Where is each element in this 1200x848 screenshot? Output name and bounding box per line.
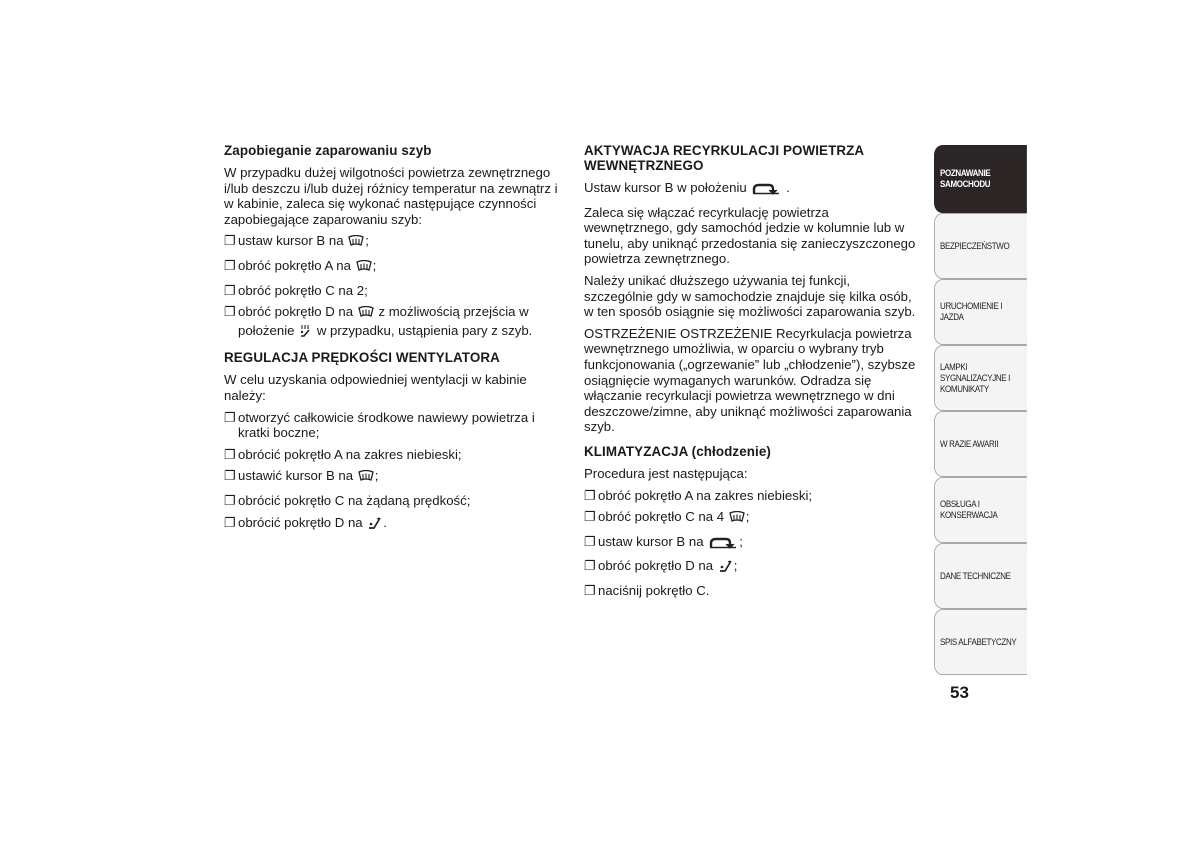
windshield-defrost-icon <box>356 260 372 277</box>
paragraph-defog-intro: W przypadku dużej wilgotności powietrza zewnętrznego i/lub deszczu i/lub dużej różnicy temperatur na zewnątrz i w kabinie, zaleca się wykonać następujące czynności zapobiegające zaparowaniu szyb: <box>224 165 558 227</box>
checkbox-bullet-icon: ❐ <box>224 257 236 273</box>
tab-uruchomienie-i-jazda[interactable]: URUCHOMIENIE I JAZDA <box>934 279 1027 345</box>
checkbox-bullet-icon: ❐ <box>224 233 236 249</box>
chapter-tabs <box>934 145 1027 675</box>
list-item: ❐ ustawić kursor B na ; <box>224 468 564 487</box>
list-item: ❐ obróć pokrętło A na zakres niebieski; <box>584 487 813 503</box>
heading-recirculation: AKTYWACJA RECYRKULACJI POWIETRZA WEWNĘTRZNEGO <box>584 143 864 173</box>
checkbox-bullet-icon: ❐ <box>224 282 236 298</box>
paragraph-recirculation-avoid: Należy unikać dłuższego używania tej funkcji, szczególnie gdy w samochodzie znajduje się kilka osób, w ten sposób osiągnie się możliwości zaparowania szyb. <box>584 272 916 320</box>
list-item: ❐ naciśnij pokrętło C. <box>584 582 710 598</box>
ac-steps-list <box>584 488 920 599</box>
checkbox-bullet-icon: ❐ <box>224 514 236 530</box>
list-item: ❐ ustaw kursor B na ; <box>224 233 564 252</box>
paragraph-procedure: Procedura jest następująca: <box>584 465 748 481</box>
tab-dane-techniczne[interactable]: DANE TECHNICZNE <box>934 543 1027 609</box>
checkbox-bullet-icon: ❐ <box>584 533 596 549</box>
tab-w-razie-awarii[interactable]: W RAZIE AWARII <box>934 411 1027 477</box>
tab-lampki-sygnalizacyjne[interactable]: LAMPKI SYGNALIZACYJNE I KOMUNIKATY <box>934 345 1027 411</box>
fan-steps-list <box>224 410 564 534</box>
air-to-face-icon <box>367 517 382 534</box>
windshield-defrost-icon <box>358 306 374 323</box>
page-number: 53 <box>950 683 969 702</box>
list-item: ❐ obróć pokrętło D na ; <box>584 558 920 577</box>
list-item: ❐ obrócić pokrętło C na żądaną prędkość; <box>224 492 471 508</box>
tab-poznawanie-samochodu[interactable]: POZNAWANIE SAMOCHODU <box>934 145 1027 213</box>
paragraph-warning: OSTRZEŻENIE OSTRZEŻENIE Recyrkulacja powietrza wewnętrznego umożliwia, w oparciu o wybrany tryb funkcjonowania („ogrzewanie” lub „chłodzenie”), szybsze osiągnięcie wymaganych warunków. Odradza się włączanie recyrkulacji powietrza wewnętrznego w dni deszczowe/zimne, aby uniknąć możliwości zaparowania szyb. <box>584 325 916 435</box>
checkbox-bullet-icon: ❐ <box>224 409 236 425</box>
heading-defog: Zapobieganie zaparowaniu szyb <box>224 143 432 158</box>
tab-bezpieczenstwo[interactable]: BEZPIECZEŃSTWO <box>934 213 1027 279</box>
recirculation-icon <box>708 537 738 553</box>
heading-fan-speed: REGULACJA PRĘDKOŚCI WENTYLATORA <box>224 350 500 366</box>
air-to-face-icon <box>718 560 733 577</box>
tab-obsluga-i-konserwacja[interactable]: OBSŁUGA I KONSERWACJA <box>934 477 1027 543</box>
checkbox-bullet-icon: ❐ <box>584 487 596 503</box>
list-item: ❐ obróć pokrętło C na 2; <box>224 282 368 298</box>
paragraph-recirculation-advice: Zaleca się włączać recyrkulację powietrza wewnętrznego, gdy samochód jedzie w kolumnie lub w tunelu, aby uniknąć przedostania się zanieczyszczonego powietrza zewnętrznego. <box>584 204 916 267</box>
windshield-defrost-icon <box>348 235 364 252</box>
list-item: ❐ obróć pokrętło A na ; <box>224 258 564 277</box>
defrost-feet-icon <box>299 324 312 342</box>
checkbox-bullet-icon: ❐ <box>224 468 236 484</box>
list-item: ❐ obróć pokrętło C na 4 ; <box>584 509 920 528</box>
list-item: ❐ obróć pokrętło D na z możliwością przejścia w położenie w przypadku, ustąpienia pary z szyb. <box>224 304 564 341</box>
list-item: ❐ ustaw kursor B na ; <box>584 534 920 553</box>
checkbox-bullet-icon: ❐ <box>224 304 236 320</box>
heading-air-conditioning: KLIMATYZACJA (chłodzenie) <box>584 443 771 459</box>
checkbox-bullet-icon: ❐ <box>584 582 596 598</box>
list-item: ❐ otworzyć całkowicie środkowe nawiewy powietrza i kratki boczne; <box>224 409 535 441</box>
windshield-defrost-icon <box>729 511 745 528</box>
windshield-defrost-icon <box>358 470 374 487</box>
defog-steps-list <box>224 233 564 341</box>
list-item: ❐ obrócić pokrętło A na zakres niebieski; <box>224 446 462 462</box>
paragraph-fan-intro: W celu uzyskania odpowiedniej wentylacji w kabinie należy: <box>224 372 527 403</box>
paragraph-recirculation-set: Ustaw kursor B w położeniu . <box>584 180 920 199</box>
recirculation-icon <box>751 183 781 199</box>
middle-column <box>584 143 920 604</box>
checkbox-bullet-icon: ❐ <box>584 558 596 574</box>
checkbox-bullet-icon: ❐ <box>584 509 596 525</box>
checkbox-bullet-icon: ❐ <box>224 446 236 462</box>
checkbox-bullet-icon: ❐ <box>224 492 236 508</box>
left-column <box>224 143 564 539</box>
tab-spis-alfabetyczny[interactable]: SPIS ALFABETYCZNY <box>934 609 1027 675</box>
list-item: ❐ obrócić pokrętło D na . <box>224 515 564 534</box>
